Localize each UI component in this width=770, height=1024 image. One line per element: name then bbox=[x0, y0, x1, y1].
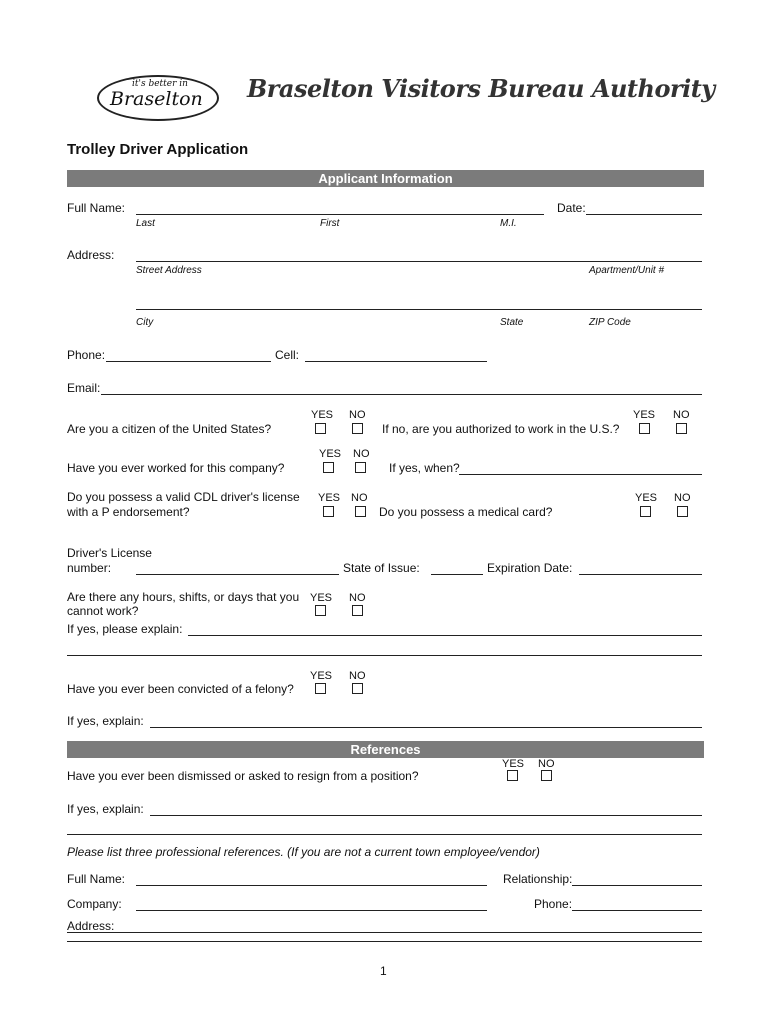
hours-explain-field[interactable] bbox=[188, 635, 702, 636]
ref-phone-field[interactable] bbox=[572, 910, 702, 911]
citizen-yes-label: YES bbox=[311, 409, 334, 421]
hours-explain-label: If yes, please explain: bbox=[67, 622, 183, 636]
form-title: Trolley Driver Application bbox=[67, 141, 249, 158]
felony-explain-label: If yes, explain: bbox=[67, 714, 144, 728]
worked-no-label: NO bbox=[353, 448, 370, 460]
cdl-yes-checkbox[interactable] bbox=[323, 506, 334, 517]
zip-label: ZIP Code bbox=[589, 317, 631, 328]
section-header-applicant: Applicant Information bbox=[67, 170, 704, 187]
hours-yes-checkbox[interactable] bbox=[315, 605, 326, 616]
felony-yes-label: YES bbox=[310, 670, 333, 682]
dismissed-yes-label: YES bbox=[502, 758, 525, 770]
authorized-question: If no, are you authorized to work in the U.S.? bbox=[382, 422, 620, 436]
phone-label: Phone: bbox=[67, 348, 106, 362]
hours-no-checkbox[interactable] bbox=[352, 605, 363, 616]
cdl-yes-label: YES bbox=[318, 492, 341, 504]
dismissed-no-label: NO bbox=[538, 758, 555, 770]
dismissed-explain-label: If yes, explain: bbox=[67, 802, 144, 816]
hours-yes-label: YES bbox=[310, 592, 333, 604]
hours-question-line2: cannot work? bbox=[67, 604, 139, 618]
ref-relationship-label: Relationship: bbox=[503, 872, 573, 886]
ref-relationship-field[interactable] bbox=[572, 885, 702, 886]
email-field[interactable] bbox=[101, 394, 702, 395]
cdl-question-line1: Do you possess a valid CDL driver's license bbox=[67, 490, 300, 504]
worked-no-checkbox[interactable] bbox=[355, 462, 366, 473]
full-name-field[interactable] bbox=[136, 214, 544, 215]
medical-yes-label: YES bbox=[635, 492, 658, 504]
ref-address-field[interactable] bbox=[67, 932, 702, 933]
ref-full-name-field[interactable] bbox=[136, 885, 487, 886]
last-label: Last bbox=[136, 218, 155, 229]
cdl-no-checkbox[interactable] bbox=[355, 506, 366, 517]
dismissed-yes-checkbox[interactable] bbox=[507, 770, 518, 781]
ref-phone-label: Phone: bbox=[534, 897, 573, 911]
state-label: State bbox=[500, 317, 524, 328]
worked-question: Have you ever worked for this company? bbox=[67, 461, 285, 475]
address-label: Address: bbox=[67, 248, 115, 262]
mi-label: M.I. bbox=[500, 218, 517, 229]
when-label: If yes, when? bbox=[389, 461, 460, 475]
felony-explain-field[interactable] bbox=[150, 727, 702, 728]
hours-question-line1: Are there any hours, shifts, or days that you bbox=[67, 590, 300, 604]
street-address-label: Street Address bbox=[136, 265, 202, 276]
street-address-field[interactable] bbox=[136, 261, 702, 262]
logo-tagline: it's better in bbox=[132, 79, 188, 89]
authorized-yes-checkbox[interactable] bbox=[639, 423, 650, 434]
expiration-date-field[interactable] bbox=[579, 574, 702, 575]
dismissed-explain-field-2[interactable] bbox=[67, 834, 702, 835]
state-of-issue-field[interactable] bbox=[431, 574, 483, 575]
page-number: 1 bbox=[380, 964, 387, 978]
felony-no-checkbox[interactable] bbox=[352, 683, 363, 694]
city-label: City bbox=[136, 317, 154, 328]
date-field[interactable] bbox=[586, 214, 702, 215]
ref-company-label: Company: bbox=[67, 897, 122, 911]
felony-question: Have you ever been convicted of a felony? bbox=[67, 682, 294, 696]
cell-label: Cell: bbox=[275, 348, 300, 362]
phone-field[interactable] bbox=[106, 361, 271, 362]
expiration-date-label: Expiration Date: bbox=[487, 561, 573, 575]
ref-full-name-label: Full Name: bbox=[67, 872, 126, 886]
cdl-question-line2: with a P endorsement? bbox=[67, 505, 190, 519]
email-label: Email: bbox=[67, 381, 101, 395]
logo-wordmark: Braselton bbox=[110, 88, 203, 110]
dismissed-question: Have you ever been dismissed or asked to resign from a position? bbox=[67, 769, 419, 783]
ref-company-field[interactable] bbox=[136, 910, 487, 911]
dl-number-field[interactable] bbox=[136, 574, 339, 575]
when-field[interactable] bbox=[459, 474, 702, 475]
authorized-no-checkbox[interactable] bbox=[676, 423, 687, 434]
hours-explain-field-2[interactable] bbox=[67, 655, 702, 656]
apartment-label: Apartment/Unit # bbox=[589, 265, 665, 276]
dl-label-line2: number: bbox=[67, 561, 112, 575]
hours-no-label: NO bbox=[349, 592, 366, 604]
citizen-no-label: NO bbox=[349, 409, 366, 421]
references-note: Please list three professional references. (If you are not a current town employee/vendor) bbox=[67, 845, 540, 859]
authorized-no-label: NO bbox=[673, 409, 690, 421]
dl-label-line1: Driver's License bbox=[67, 546, 152, 560]
ref-address-label: Address: bbox=[67, 919, 115, 933]
cdl-no-label: NO bbox=[351, 492, 368, 504]
dismissed-explain-field[interactable] bbox=[150, 815, 702, 816]
worked-yes-checkbox[interactable] bbox=[323, 462, 334, 473]
medical-no-label: NO bbox=[674, 492, 691, 504]
citizen-yes-checkbox[interactable] bbox=[315, 423, 326, 434]
medical-question: Do you possess a medical card? bbox=[379, 505, 553, 519]
city-state-zip-field[interactable] bbox=[136, 309, 702, 310]
medical-yes-checkbox[interactable] bbox=[640, 506, 651, 517]
worked-yes-label: YES bbox=[319, 448, 342, 460]
authorized-yes-label: YES bbox=[633, 409, 656, 421]
org-title: Braselton Visitors Bureau Authority bbox=[247, 74, 715, 103]
date-label: Date: bbox=[557, 201, 586, 215]
section-header-references: References bbox=[67, 741, 704, 758]
citizen-question: Are you a citizen of the United States? bbox=[67, 422, 272, 436]
dismissed-no-checkbox[interactable] bbox=[541, 770, 552, 781]
felony-yes-checkbox[interactable] bbox=[315, 683, 326, 694]
cell-field[interactable] bbox=[305, 361, 487, 362]
full-name-label: Full Name: bbox=[67, 201, 126, 215]
felony-no-label: NO bbox=[349, 670, 366, 682]
state-of-issue-label: State of Issue: bbox=[343, 561, 420, 575]
first-label: First bbox=[320, 218, 340, 229]
citizen-no-checkbox[interactable] bbox=[352, 423, 363, 434]
medical-no-checkbox[interactable] bbox=[677, 506, 688, 517]
ref-address-field-2[interactable] bbox=[67, 941, 702, 942]
